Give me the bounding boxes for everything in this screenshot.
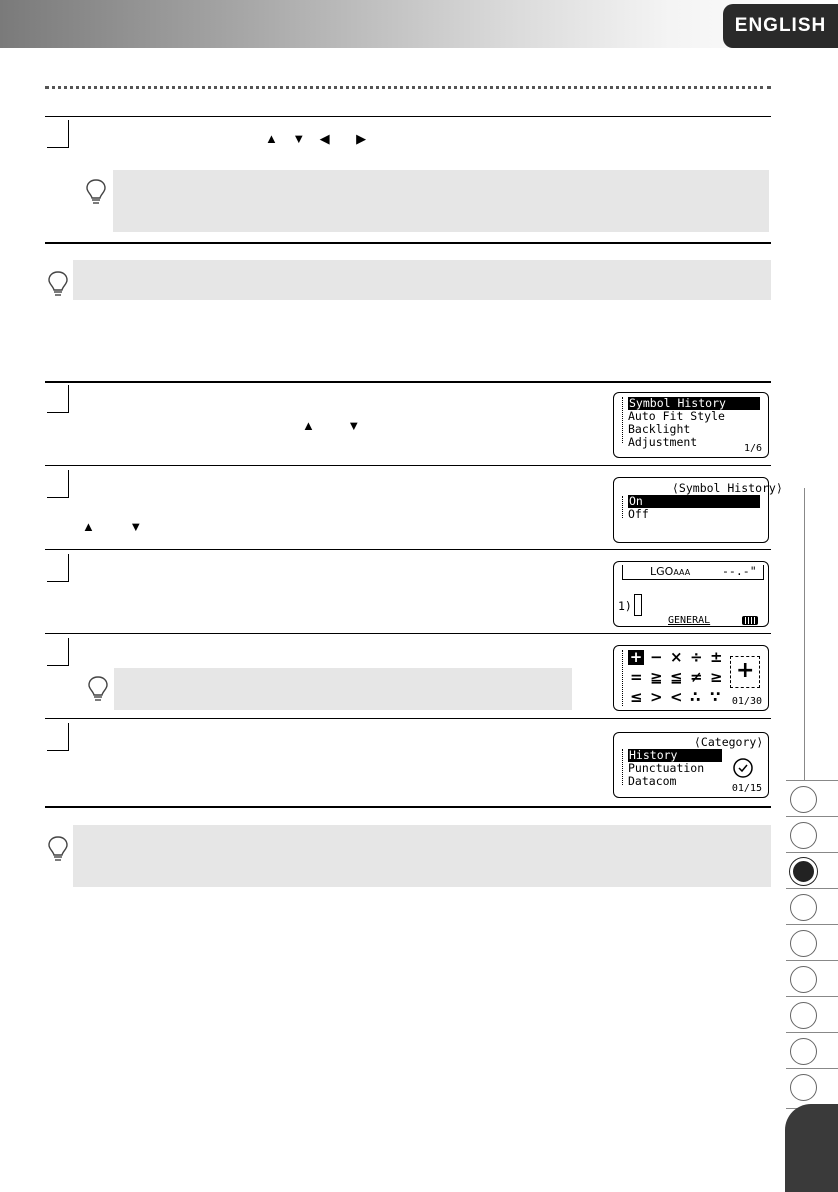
step-divider — [45, 718, 771, 719]
language-tab: ENGLISH — [723, 4, 838, 48]
lcd-symbol-history — [613, 477, 783, 543]
scroll-indicator — [622, 650, 623, 706]
lcd-status-small: AAA — [673, 568, 691, 577]
lcd-item: Adjustment — [628, 435, 698, 449]
scroll-indicator — [622, 496, 623, 518]
symbol-cell: ≥ — [710, 668, 723, 686]
chapter-tab[interactable] — [786, 1068, 838, 1109]
section-divider — [45, 242, 771, 244]
hint-box — [73, 260, 771, 300]
left-arrow-icon: ◀ — [319, 131, 330, 146]
symbol-cell: = — [630, 668, 643, 686]
lcd-item: Datacom — [628, 774, 677, 788]
symbol-cell: ∵ — [710, 688, 721, 706]
symbol-preview: + — [736, 658, 755, 683]
lcd-mode: GENERAL — [668, 615, 711, 626]
lcd-line-number: 1) — [618, 599, 632, 613]
chapter-tab[interactable] — [786, 924, 838, 964]
chapter-tab[interactable] — [786, 996, 838, 1036]
lightbulb-icon — [47, 835, 69, 863]
symbol-cell-selected: + — [629, 648, 643, 666]
chapter-tab-marker — [790, 1002, 817, 1029]
chapter-tab[interactable] — [786, 816, 838, 856]
symbol-cell: < — [670, 688, 683, 706]
up-arrow-icon: ▲ — [302, 418, 315, 433]
lcd-home-screen — [613, 561, 769, 627]
symbol-cell: ± — [710, 648, 723, 666]
hint-box — [114, 668, 572, 710]
battery-icon — [742, 616, 758, 625]
arrow-keys — [265, 130, 366, 148]
lcd-setup-menu — [613, 392, 769, 458]
lcd-item: Punctuation — [628, 761, 705, 775]
chapter-tab-marker — [790, 822, 817, 849]
down-arrow-icon: ▼ — [347, 418, 361, 433]
step-divider — [45, 116, 771, 117]
page-number-tab — [785, 1104, 838, 1192]
down-arrow-icon: ▼ — [129, 519, 143, 534]
step-number-box — [47, 120, 69, 148]
step-divider — [45, 549, 771, 550]
lcd-symbol-picker — [613, 645, 769, 711]
chapter-tab[interactable] — [786, 780, 838, 820]
hint-box — [113, 170, 769, 232]
step-divider — [45, 465, 771, 466]
scroll-indicator — [622, 749, 623, 785]
arrow-keys — [302, 417, 360, 435]
lcd-cursor — [634, 594, 642, 616]
lcd-page-indicator: 1/6 — [743, 443, 762, 454]
down-arrow-icon: ▼ — [292, 131, 306, 146]
step-number-box — [47, 385, 69, 413]
lcd-item-selected: On — [628, 495, 760, 508]
step-number-box — [47, 470, 69, 498]
scroll-indicator — [622, 397, 623, 443]
up-arrow-icon: ▲ — [265, 131, 278, 146]
symbol-cell: × — [670, 648, 683, 666]
page-header-bar — [0, 0, 838, 48]
dotted-divider — [45, 86, 771, 89]
section-divider — [45, 381, 771, 383]
chapter-tab-marker — [790, 930, 817, 957]
symbol-cell: ∴ — [690, 688, 701, 706]
symbol-cell: ≠ — [690, 668, 703, 686]
step-divider — [45, 633, 771, 634]
chapter-tab-marker — [790, 894, 817, 921]
chapter-tab[interactable] — [786, 960, 838, 1000]
lcd-item-selected: History — [628, 749, 722, 762]
lcd-page-indicator: 01/15 — [731, 783, 762, 794]
lightbulb-icon — [87, 675, 109, 703]
hint-box — [73, 825, 771, 887]
chapter-tab[interactable] — [786, 888, 838, 928]
lcd-status-text: LGO — [650, 565, 674, 578]
lightbulb-icon — [47, 270, 69, 298]
step-number-box — [47, 723, 69, 751]
lcd-item: Backlight — [628, 422, 691, 436]
symbol-cell: ≦ — [670, 668, 683, 686]
lcd-title: ⟨Symbol History⟩ — [672, 481, 783, 495]
clock-icon — [732, 757, 754, 779]
section-divider — [45, 806, 771, 808]
symbol-cell: > — [650, 688, 663, 706]
chapter-tab-marker — [790, 858, 817, 885]
chapter-tab-marker — [790, 1038, 817, 1065]
lcd-item: Auto Fit Style — [628, 409, 725, 423]
lcd-category — [613, 732, 769, 798]
lcd-title: ⟨Category⟩ — [694, 735, 764, 749]
chapter-tab-marker — [790, 1074, 817, 1101]
symbol-cell: − — [650, 648, 663, 666]
lcd-item: Off — [628, 507, 649, 521]
chapter-tab-marker — [790, 786, 817, 813]
side-tab-guide — [804, 488, 805, 780]
lcd-page-indicator: 01/30 — [731, 696, 762, 707]
symbol-cell: ≤ — [630, 688, 643, 706]
right-arrow-icon: ▶ — [356, 131, 367, 146]
lcd-length: --.-" — [722, 564, 757, 578]
lightbulb-icon — [85, 178, 107, 206]
symbol-cell: ≧ — [650, 668, 663, 686]
up-arrow-icon: ▲ — [82, 519, 95, 534]
lcd-item-selected: Symbol History — [628, 397, 760, 410]
chapter-tab[interactable] — [786, 1032, 838, 1072]
symbol-cell: ÷ — [690, 648, 703, 666]
chapter-tab-marker — [790, 966, 817, 993]
chapter-tab-active[interactable] — [786, 852, 838, 892]
step-number-box — [47, 638, 69, 666]
step-number-box — [47, 554, 69, 582]
arrow-keys — [82, 518, 142, 536]
